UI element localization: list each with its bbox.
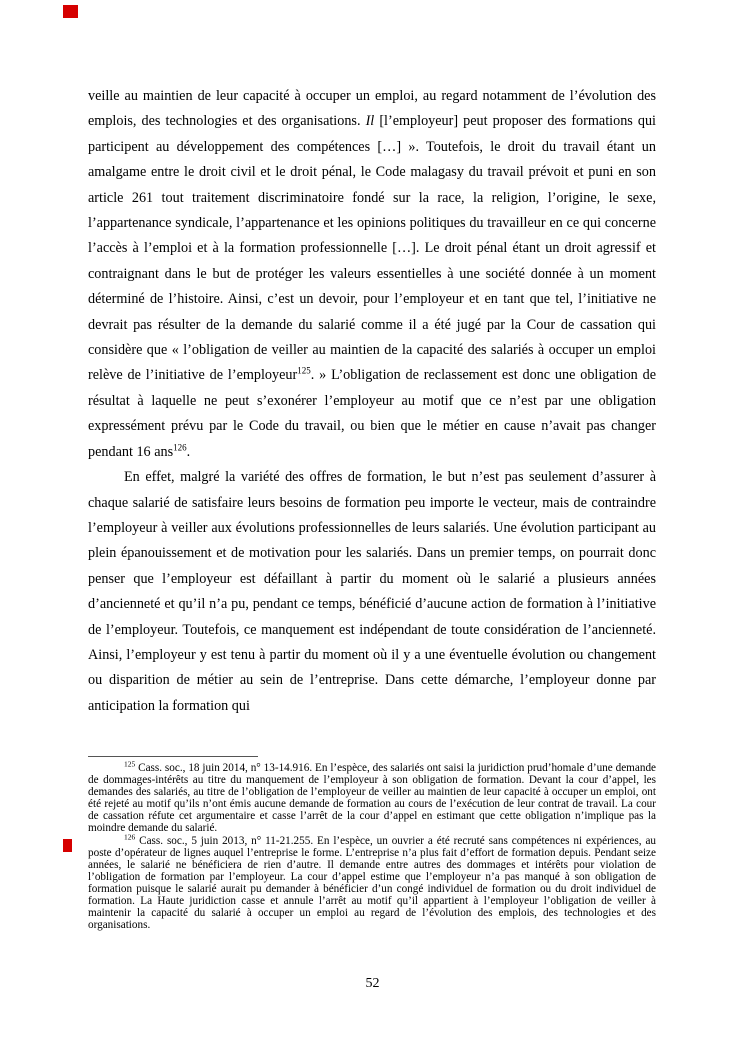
body-text: . » L’obligation de reclassement est donc une obligation de résultat à laquelle ne peut s’exonérer l’employeur au motif que ce n’est par une obligation expressément prévu par le Code du travail, ou bien que le métier en cause n’avait pas changer pendant 16 ans <box>88 367 656 460</box>
body-text-block <box>88 84 656 719</box>
annotation-mark-side <box>63 839 72 852</box>
footnote-separator <box>88 756 258 757</box>
footnote-reference-125: 125 <box>297 365 311 376</box>
footnotes-section <box>88 759 656 932</box>
footnote-reference-126: 126 <box>173 441 187 452</box>
annotation-mark-top <box>63 5 78 18</box>
body-text-italic: Il <box>365 113 375 130</box>
page-number: 52 <box>365 976 380 991</box>
footnote-text: Cass. soc., 5 juin 2013, n° 11-21.255. En l’espèce, un ouvrier a été recruté sans compétences ni expériences, au poste d’opérateur de lignes auquel l’entreprise le forme. L’entreprise n’a plus fait d’effort de formation depuis. Pendant seize années, le salarié ne bénéficiera de rien d’autre. Il demande entre autres des dommages et intérêts pour violation de l’obligation de formation par l’employeur. La cour d’appel estime que l’employeur n’a pas manqué à son obligation de formation puisque le salarié aurait pu demander à bénéficier d’un congé individuel de formation ou du droit individuel de formation. La Haute juridiction casse et annule l’arrêt au motif qu’il appartient à l’employeur l’obligation de veiller à maintenir la capacité du salarié à occuper un emploi au regard de l’évolution des emplois, des technologies et des organisations. <box>88 834 656 932</box>
body-paragraph-2: En effet, malgré la variété des offres de formation, le but n’est pas seulement d’assurer à chaque salarié de satisfaire leurs besoins de formation peu importe le vecteur, mais de contraindre l’employeur à veiller aux évolutions professionnelles de leurs salariés. Une évolution participant au plein épanouissement et de motivation pour les salariés. Dans un premier temps, on pourrait donc penser que l’employeur est défaillant à partir du moment où le salarié a plusieurs années d’ancienneté et qu’il n’a pu, pendant ce temps, bénéficié d’aucune action de formation à l’initiative de l’employeur. Toutefois, ce manquement est indépendant de toute considération de l’ancienneté. Ainsi, l’employeur y est tenu à partir du moment où il y a une éventuelle évolution ou changement ou disparition de métier au sein de l’entreprise. Dans cette démarche, l’employeur donne par anticipation la formation qui <box>88 469 656 714</box>
footnote-text: Cass. soc., 18 juin 2014, n° 13-14.916. En l’espèce, des salariés ont saisi la juridiction prud’homale d’une demande de dommages-intérêts au titre du manquement de l’employeur à son obligation de formation. Devant la cour d’appel, les demandes des salariés, au titre de l’obligation de l’employeur de veiller au maintien de leur capacité à occuper un emploi, ont été rejeté au motif qu’ils n’ont émis aucune demande de formation au cours de l’exécution de leur contrat de travail. La cour de cassation réfute cet argumentaire et casse l’arrêt de la cour d’appel en estimant que cette obligation n’implique pas la moindre demande du salarié. <box>88 762 656 835</box>
body-text: veille au maintien de leur capacité à occuper un emploi, au regard notamment de l’évolution des emplois, des technologies et des organisations. <box>88 88 656 130</box>
footnote-number: 126 <box>124 831 136 841</box>
footnote-number: 125 <box>124 759 136 769</box>
footnote-125 <box>88 759 656 835</box>
footnote-126 <box>88 831 656 932</box>
body-paragraph-1 <box>88 84 656 465</box>
body-text: [l’employeur] peut proposer des formations qui participent au développement des compétences […] ». Toutefois, le droit du travail étant un amalgame entre le droit civil et le droit pénal, le Code malagasy du travail prévoit et puni en son article 261 tout traitement discriminatoire fondé sur la race, la religion, l’origine, le sexe, l’appartenance syndicale, l’appartenance et les opinions politiques du travailleur en ce qui concerne l’accès à l’emploi et à la formation professionnelle […]. Le droit pénal étant un droit agressif et contraignant dans le but de protéger les valeurs essentielles à une société donnée à un moment déterminé de l’histoire. Ainsi, c’est un devoir, pour l’employeur et en tant que tel, l’initiative ne devrait pas résulter de la demande du salarié comme il a été jugé par la Cour de cassation qui considère que « l’obligation de veiller au maintien de la capacité des salariés à occuper un emploi relève de l’initiative de l’employeur <box>88 113 656 384</box>
body-text: . <box>186 443 191 460</box>
